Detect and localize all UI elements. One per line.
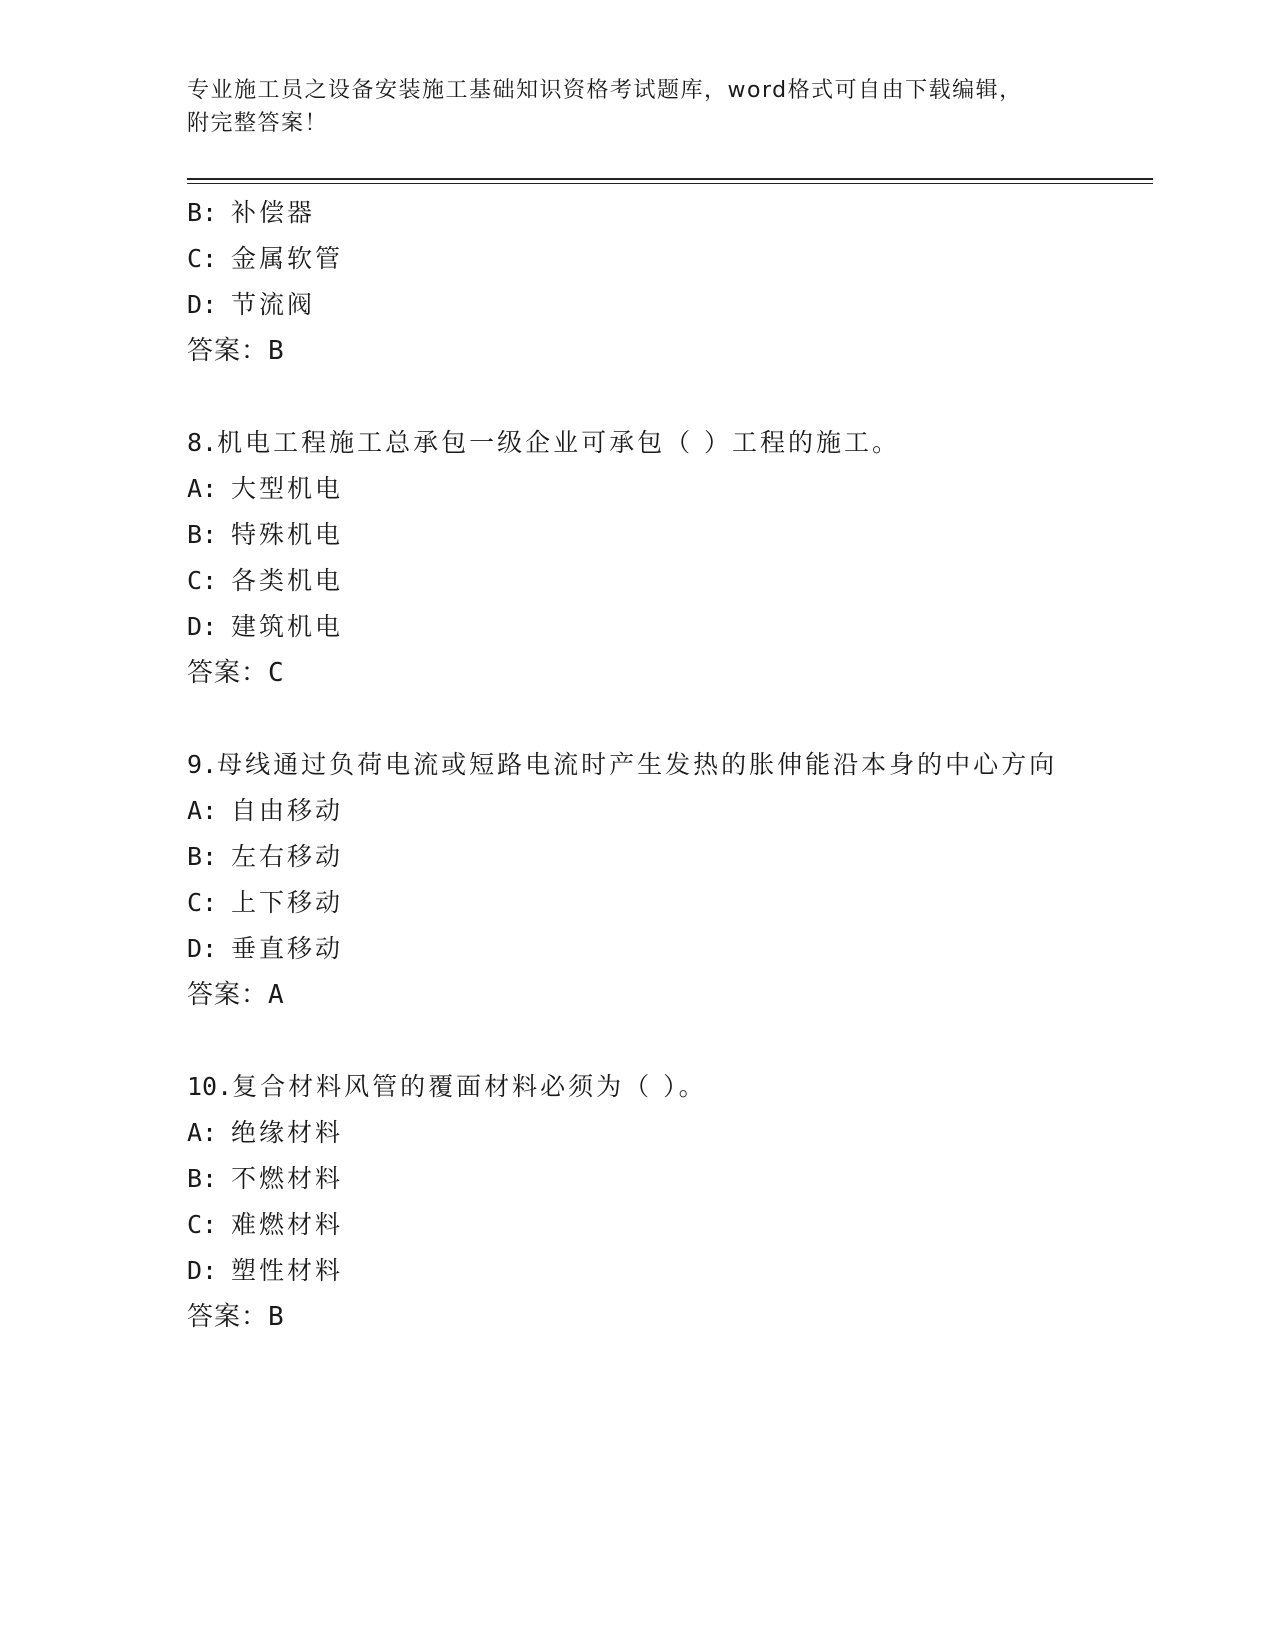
option-label: C:	[187, 566, 218, 595]
option-label: D:	[187, 934, 218, 963]
option-text: 绝缘材料	[231, 1118, 344, 1147]
option-text: 大型机电	[231, 474, 344, 503]
option-row	[187, 834, 1087, 880]
option-row	[187, 788, 1087, 834]
answer-row	[187, 650, 1087, 696]
option-label: D:	[187, 612, 218, 641]
option-row	[187, 236, 1087, 282]
option-row	[187, 604, 1087, 650]
question-block-8	[187, 420, 1087, 696]
option-row	[187, 282, 1087, 328]
option-text: 塑性材料	[231, 1256, 344, 1285]
question-number: 9.	[187, 750, 218, 779]
header-rule-thick	[187, 178, 1153, 180]
option-text: 节流阀	[231, 290, 316, 319]
option-text: 垂直移动	[231, 934, 344, 963]
option-label: B:	[187, 842, 218, 871]
question-text: 机电工程施工总承包一级企业可承包（ ）工程的施工。	[217, 428, 901, 457]
option-text: 左右移动	[231, 842, 344, 871]
option-text: 特殊机电	[231, 520, 344, 549]
header-line-1: 专业施工员之设备安装施工基础知识资格考试题库，word格式可自由下载编辑，	[187, 78, 1023, 103]
prev-question-block	[187, 190, 1087, 374]
question-stem	[187, 420, 1067, 466]
option-row	[187, 880, 1087, 926]
question-block-10	[187, 1064, 1087, 1340]
option-label: A:	[187, 1118, 218, 1147]
option-row	[187, 1248, 1087, 1294]
option-row	[187, 1110, 1087, 1156]
option-row	[187, 926, 1087, 972]
option-label: B:	[187, 1164, 218, 1193]
question-number: 10.	[187, 1072, 233, 1101]
option-label: A:	[187, 474, 218, 503]
option-row	[187, 512, 1087, 558]
answer-label: 答案：	[187, 980, 269, 1010]
option-text: 自由移动	[231, 796, 344, 825]
option-row	[187, 466, 1087, 512]
question-number: 8.	[187, 428, 218, 457]
option-row	[187, 190, 1087, 236]
option-text: 各类机电	[231, 566, 344, 595]
answer-value: C	[268, 658, 285, 688]
header-line-2: 附完整答案！	[187, 111, 329, 136]
spacer	[187, 696, 1087, 742]
option-label: B:	[187, 520, 218, 549]
answer-label: 答案：	[187, 1302, 269, 1332]
answer-label: 答案：	[187, 658, 269, 688]
question-stem	[187, 1064, 1067, 1110]
option-text: 建筑机电	[231, 612, 344, 641]
question-block-9	[187, 742, 1087, 1018]
option-text: 难燃材料	[231, 1210, 344, 1239]
answer-row	[187, 972, 1087, 1018]
question-text: 复合材料风管的覆面材料必须为（ ）。	[232, 1072, 707, 1101]
option-label: C:	[187, 888, 218, 917]
option-label: D:	[187, 290, 218, 319]
answer-row	[187, 1294, 1087, 1340]
question-list	[187, 190, 1087, 1340]
option-text: 补偿器	[231, 198, 316, 227]
option-row	[187, 558, 1087, 604]
answer-label: 答案：	[187, 336, 269, 366]
option-label: B:	[187, 198, 218, 227]
answer-row	[187, 328, 1087, 374]
option-label: C:	[187, 1210, 218, 1239]
answer-value: B	[268, 336, 285, 366]
option-text: 金属软管	[231, 244, 344, 273]
document-header	[187, 74, 1067, 140]
option-row	[187, 1202, 1087, 1248]
header-rule-thin	[187, 183, 1153, 184]
question-stem	[187, 742, 1067, 788]
option-label: D:	[187, 1256, 218, 1285]
option-label: C:	[187, 244, 218, 273]
question-text: 母线通过负荷电流或短路电流时产生发热的胀伸能沿本身的中心方向	[217, 750, 1058, 779]
answer-value: A	[268, 980, 285, 1010]
answer-value: B	[268, 1302, 285, 1332]
option-text: 不燃材料	[231, 1164, 344, 1193]
option-row	[187, 1156, 1087, 1202]
spacer	[187, 374, 1087, 420]
spacer	[187, 1018, 1087, 1064]
option-label: A:	[187, 796, 218, 825]
option-text: 上下移动	[231, 888, 344, 917]
